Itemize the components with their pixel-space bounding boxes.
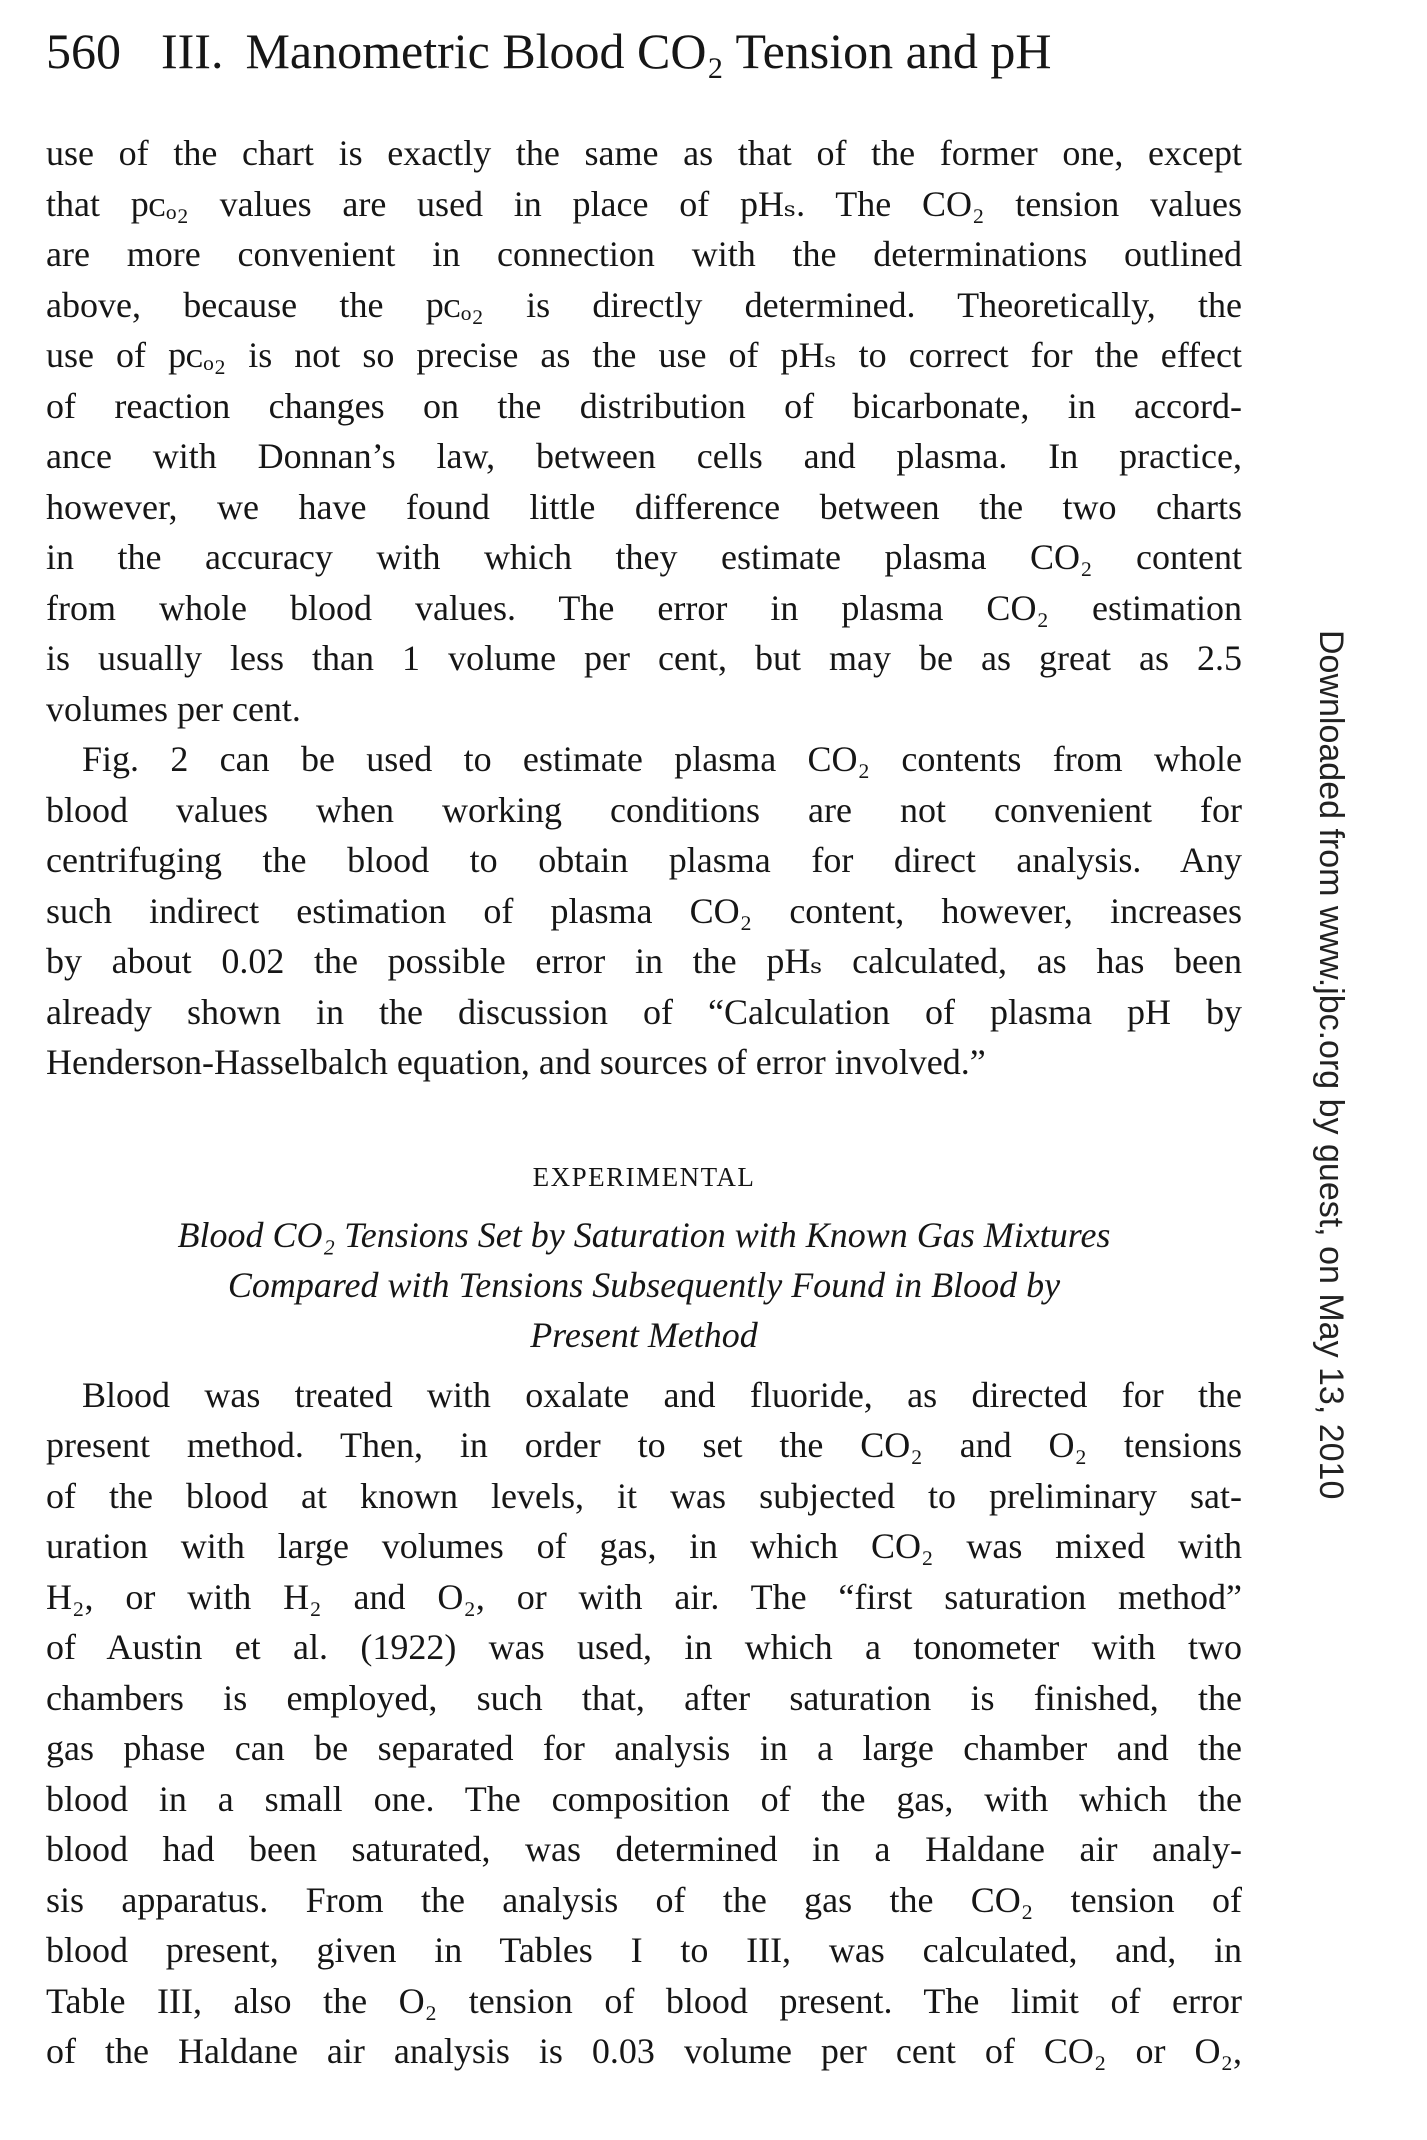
text-line: however, we have found little difference between the two charts <box>46 486 1242 527</box>
text-line: by about 0.02 the possible error in the pHₛ calculated, as has been <box>46 941 1242 981</box>
text-line: Blood was treated with oxalate and fluoride, as directed for the <box>82 1374 1242 1415</box>
paragraph-experimental <box>46 1370 1242 2077</box>
text-line: that pᴄₒ₂ values are used in place of pHₛ. The CO₂ tension values <box>46 183 1242 224</box>
text-line: Fig. 2 can be used to estimate plasma CO₂ contents from whole <box>82 739 1242 779</box>
text-line: use of the chart is exactly the same as that of the former one, except <box>46 133 1242 173</box>
text-line: is usually less than 1 volume per cent, but may be as great as 2.5 <box>46 638 1242 678</box>
section-heading: EXPERIMENTAL <box>532 1161 756 1192</box>
text-line: of the Haldane air analysis is 0.03 volume per cent of CO₂ or O₂, <box>46 2031 1242 2071</box>
text-line: such indirect estimation of plasma CO₂ content, however, increases <box>46 890 1242 931</box>
text-line: blood had been saturated, was determined in a Haldane air analy- <box>46 1829 1242 1869</box>
text-line: blood values when working conditions are not convenient for <box>46 789 1242 830</box>
section-number: III. <box>161 23 224 79</box>
text-line: volumes per cent. <box>46 688 301 729</box>
page-number: 560 <box>46 23 121 79</box>
subheading-line: Blood CO₂ Tensions Set by Saturation with Known Gas Mixtures <box>177 1214 1111 1255</box>
text-line: above, because the pᴄₒ₂ is directly determined. Theoretically, the <box>46 284 1242 325</box>
text-line: use of pᴄₒ₂ is not so precise as the use of pHₛ to correct for the effect <box>46 335 1242 375</box>
paragraph-fig2 <box>46 734 1242 1088</box>
text-line: Henderson-Hasselbalch equation, and sources of error involved.” <box>46 1042 986 1082</box>
text-line: of reaction changes on the distribution of bicarbonate, in accord- <box>46 385 1242 426</box>
subsection-heading <box>46 1210 1242 1360</box>
paragraph-chart-usage <box>46 128 1242 734</box>
text-line: H₂, or with H₂ and O₂, or with air. The “first saturation method” <box>46 1576 1242 1617</box>
text-line: blood present, given in Tables I to III, was calculated, and, in <box>46 1930 1242 1970</box>
text-line: are more convenient in connection with the determinations outlined <box>46 234 1242 274</box>
subheading-line: Compared with Tensions Subsequently Found in Blood by <box>227 1264 1061 1305</box>
text-column <box>46 128 1242 2077</box>
text-line: centrifuging the blood to obtain plasma for direct analysis. Any <box>46 840 1242 880</box>
download-watermark: Downloaded from www.jbc.org by guest, on May 13, 2010 <box>1312 630 1350 1500</box>
running-title: Manometric Blood CO₂ Tension and pH <box>245 23 1052 79</box>
text-line: of Austin et al. (1922) was used, in which a tonometer with two <box>46 1627 1242 1667</box>
running-header <box>46 18 1246 84</box>
section-gap <box>46 1088 1242 1154</box>
text-line: gas phase can be separated for analysis in a large chamber and the <box>46 1728 1242 1768</box>
text-line: uration with large volumes of gas, in which CO₂ was mixed with <box>46 1526 1242 1566</box>
text-line: ance with Donnan’s law, between cells and plasma. In practice, <box>46 436 1242 476</box>
subheading-line: Present Method <box>530 1314 758 1355</box>
text-line: in the accuracy with which they estimate plasma CO₂ content <box>46 537 1242 577</box>
text-line: Table III, also the O₂ tension of blood present. The limit of error <box>46 1980 1242 2021</box>
text-line: present method. Then, in order to set the CO₂ and O₂ tensions <box>46 1425 1242 1465</box>
text-line: sis apparatus. From the analysis of the gas the CO₂ tension of <box>46 1879 1242 1920</box>
text-line: already shown in the discussion of “Calculation of plasma pH by <box>46 991 1242 1032</box>
text-line: from whole blood values. The error in plasma CO₂ estimation <box>46 587 1242 628</box>
text-line: blood in a small one. The composition of the gas, with which the <box>46 1778 1242 1819</box>
text-line: of the blood at known levels, it was subjected to preliminary sat- <box>46 1475 1242 1516</box>
text-line: chambers is employed, such that, after saturation is finished, the <box>46 1677 1242 1718</box>
